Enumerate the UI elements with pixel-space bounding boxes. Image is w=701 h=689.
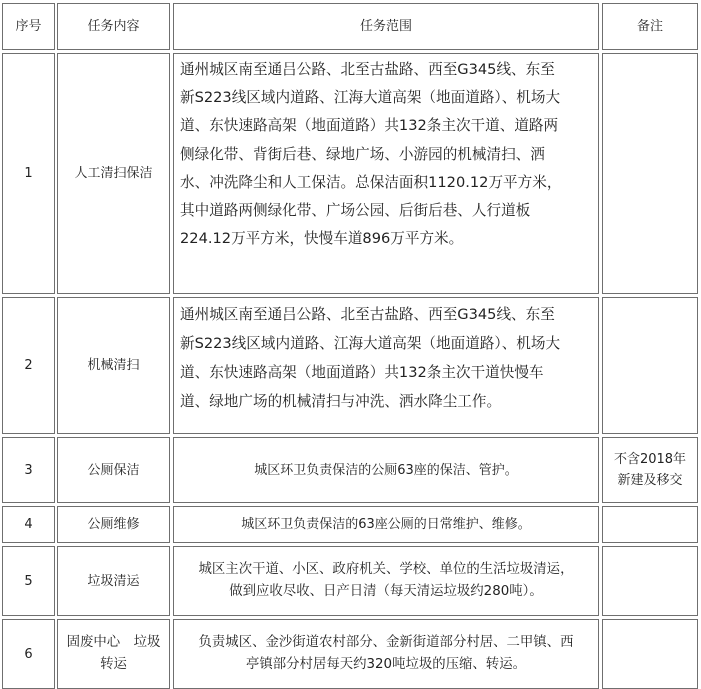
row-6-scope bbox=[173, 619, 599, 689]
row-1-scope-line: 侧绿化带、背街后巷、绿地广场、小游园的机械清扫、洒 bbox=[180, 145, 545, 163]
row-6-content-line: 固废中心 垃圾 bbox=[66, 635, 161, 650]
row-6-content-line: 转运 bbox=[100, 657, 127, 672]
row-1-scope-line: 水、冲洗降尘和人工保洁。总保洁面积1120.12万平方米， bbox=[180, 173, 562, 191]
row-1-no: 1 bbox=[2, 53, 55, 294]
row-3-content: 公厕保洁 bbox=[57, 437, 170, 503]
header-remark: 备注 bbox=[602, 3, 698, 50]
row-5-content: 垃圾清运 bbox=[57, 546, 170, 616]
row-6-content bbox=[57, 619, 170, 689]
row-5-scope-line: 做到应收尽收、日产日清（每天清运垃圾约280吨）。 bbox=[229, 584, 543, 599]
row-1-scope-line: 224.12万平方米，快慢车道896万平方米。 bbox=[180, 230, 464, 248]
row-4-scope-line: 城区环卫负责保洁的63座公厕的日常维护、维修。 bbox=[241, 517, 531, 532]
row-6-scope-line: 负责城区、金沙街道农村部分、金新街道部分村居、二甲镇、西 bbox=[198, 635, 574, 650]
row-3-scope bbox=[173, 437, 599, 503]
header-scope: 任务范围 bbox=[173, 3, 599, 50]
row-2-scope-line: 道、绿地广场的机械清扫与冲洗、洒水降尘工作。 bbox=[180, 393, 502, 410]
row-1-scope-line: 新S223线区域内道路、江海大道高架（地面道路）、机场大 bbox=[180, 89, 561, 107]
row-4-remark bbox=[602, 506, 698, 543]
row-1-content: 人工清扫保洁 bbox=[57, 53, 170, 294]
row-1-scope-line: 其中道路两侧绿化带、广场公园、后街后巷、人行道板 bbox=[180, 202, 531, 220]
row-3-remark bbox=[602, 437, 698, 503]
row-3-scope-line: 城区环卫负责保洁的公厕63座的保洁、管护。 bbox=[254, 462, 518, 478]
row-2-content: 机械清扫 bbox=[57, 297, 170, 434]
row-6-scope-line: 亭镇部分村居每天约320吨垃圾的压缩、转运。 bbox=[246, 657, 526, 672]
row-4-scope bbox=[173, 506, 599, 543]
row-4-content: 公厕维修 bbox=[57, 506, 170, 543]
row-6-no: 6 bbox=[2, 619, 55, 689]
row-3-remark-line: 新建及移交 bbox=[617, 473, 683, 488]
row-2-scope-line: 通州城区南至通吕公路、北至古盐路、西至G345线、东至 bbox=[180, 306, 555, 323]
row-1-remark bbox=[602, 53, 698, 294]
row-2-scope-line: 新S223线区域内道路、江海大道高架（地面道路）、机场大 bbox=[180, 335, 561, 352]
row-2-no: 2 bbox=[2, 297, 55, 434]
row-6-remark bbox=[602, 619, 698, 689]
row-3-no: 3 bbox=[2, 437, 55, 503]
row-2-remark bbox=[602, 297, 698, 434]
row-2-scope bbox=[173, 297, 599, 434]
row-1-scope bbox=[173, 53, 599, 294]
row-5-remark bbox=[602, 546, 698, 616]
row-4-no: 4 bbox=[2, 506, 55, 543]
row-1-scope-line: 通州城区南至通吕公路、北至古盐路、西至G345线、东至 bbox=[180, 61, 555, 78]
row-3-remark-line: 不含2018年 bbox=[613, 452, 687, 467]
header-content: 任务内容 bbox=[57, 3, 170, 50]
row-1-scope-line: 道、东快速路高架（地面道路）共132条主次干道、道路两 bbox=[180, 117, 559, 135]
row-5-no: 5 bbox=[2, 546, 55, 616]
row-5-scope-line: 城区主次干道、小区、政府机关、学校、单位的生活垃圾清运， bbox=[198, 562, 574, 577]
header-no: 序号 bbox=[2, 3, 55, 50]
row-5-scope bbox=[173, 546, 599, 616]
row-2-scope-line: 道、东快速路高架（地面道路）共132条主次干道快慢车 bbox=[180, 364, 544, 381]
